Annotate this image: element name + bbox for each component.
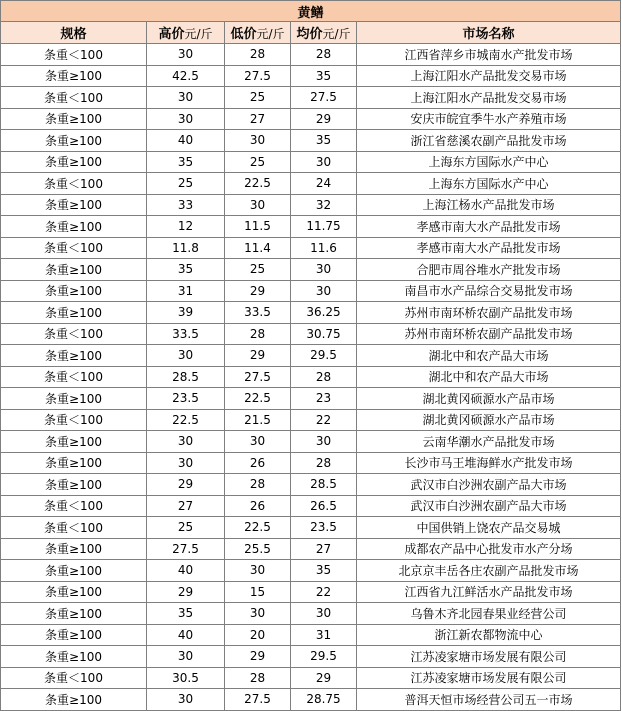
header-low-label: 低价	[230, 27, 257, 42]
cell-low-price: 15	[225, 581, 291, 603]
cell-avg-price: 30	[291, 151, 357, 173]
cell-avg-price: 23.5	[291, 517, 357, 539]
cell-low-price: 30	[225, 130, 291, 152]
table-row	[1, 603, 621, 625]
cell-market-name: 湖北中和农产品大市场	[357, 366, 621, 388]
table-row	[1, 302, 621, 324]
cell-spec: 条重＜100	[1, 517, 147, 539]
cell-market-name: 江西省九江鲜活水产品批发市场	[357, 581, 621, 603]
cell-avg-price: 28.75	[291, 689, 357, 711]
table-row	[1, 345, 621, 367]
cell-market-name: 长沙市马王堆海鲜水产批发市场	[357, 452, 621, 474]
cell-low-price: 22.5	[225, 173, 291, 195]
cell-low-price: 25.5	[225, 538, 291, 560]
header-high	[147, 22, 225, 44]
cell-spec: 条重＜100	[1, 667, 147, 689]
cell-low-price: 25	[225, 87, 291, 109]
table-row	[1, 237, 621, 259]
cell-avg-price: 32	[291, 194, 357, 216]
cell-avg-price: 29	[291, 667, 357, 689]
cell-market-name: 上海东方国际水产中心	[357, 151, 621, 173]
cell-low-price: 22.5	[225, 388, 291, 410]
cell-high-price: 30	[147, 108, 225, 130]
cell-low-price: 28	[225, 323, 291, 345]
cell-avg-price: 35	[291, 560, 357, 582]
cell-high-price: 28.5	[147, 366, 225, 388]
cell-market-name: 湖北黄冈硕源水产品市场	[357, 409, 621, 431]
cell-low-price: 29	[225, 345, 291, 367]
cell-high-price: 30	[147, 44, 225, 66]
table-row	[1, 581, 621, 603]
cell-low-price: 25	[225, 151, 291, 173]
cell-avg-price: 30	[291, 431, 357, 453]
cell-market-name: 乌鲁木齐北园春果业经营公司	[357, 603, 621, 625]
cell-spec: 条重≥100	[1, 431, 147, 453]
cell-market-name: 江苏凌家塘市场发展有限公司	[357, 667, 621, 689]
cell-avg-price: 28.5	[291, 474, 357, 496]
cell-market-name: 武汉市白沙洲农副产品大市场	[357, 474, 621, 496]
table-row	[1, 108, 621, 130]
table-row	[1, 624, 621, 646]
cell-avg-price: 11.75	[291, 216, 357, 238]
cell-high-price: 35	[147, 603, 225, 625]
table-title: 黄鳝	[1, 1, 621, 22]
cell-market-name: 中国供销上饶农产品交易城	[357, 517, 621, 539]
cell-spec: 条重＜100	[1, 323, 147, 345]
cell-spec: 条重≥100	[1, 388, 147, 410]
cell-market-name: 北京京丰岳各庄农副产品批发市场	[357, 560, 621, 582]
header-low-unit: 元/斤	[256, 27, 285, 41]
table-row	[1, 366, 621, 388]
cell-spec: 条重≥100	[1, 280, 147, 302]
cell-low-price: 22.5	[225, 517, 291, 539]
cell-high-price: 33.5	[147, 323, 225, 345]
cell-high-price: 30	[147, 646, 225, 668]
cell-low-price: 20	[225, 624, 291, 646]
cell-market-name: 成都农产品中心批发市水产分场	[357, 538, 621, 560]
cell-high-price: 40	[147, 624, 225, 646]
table-row	[1, 151, 621, 173]
table-row	[1, 474, 621, 496]
header-spec: 规格	[1, 22, 147, 44]
header-avg-label: 均价	[296, 27, 323, 42]
cell-market-name: 上海江阳水产品批发交易市场	[357, 65, 621, 87]
table-row	[1, 194, 621, 216]
cell-low-price: 11.5	[225, 216, 291, 238]
cell-spec: 条重＜100	[1, 237, 147, 259]
cell-avg-price: 30	[291, 603, 357, 625]
cell-market-name: 上海江阳水产品批发交易市场	[357, 87, 621, 109]
table-row	[1, 280, 621, 302]
cell-market-name: 浙江省慈溪农副产品批发市场	[357, 130, 621, 152]
header-market: 市场名称	[357, 22, 621, 44]
cell-low-price: 27	[225, 108, 291, 130]
cell-high-price: 30	[147, 345, 225, 367]
table-row	[1, 495, 621, 517]
header-avg	[291, 22, 357, 44]
cell-spec: 条重≥100	[1, 108, 147, 130]
cell-spec: 条重≥100	[1, 538, 147, 560]
cell-spec: 条重≥100	[1, 345, 147, 367]
table-row	[1, 173, 621, 195]
cell-market-name: 上海江杨水产品批发市场	[357, 194, 621, 216]
cell-spec: 条重≥100	[1, 130, 147, 152]
cell-high-price: 33	[147, 194, 225, 216]
cell-avg-price: 27.5	[291, 87, 357, 109]
cell-high-price: 30	[147, 452, 225, 474]
cell-market-name: 南昌市水产品综合交易批发市场	[357, 280, 621, 302]
table-row	[1, 452, 621, 474]
cell-avg-price: 36.25	[291, 302, 357, 324]
cell-high-price: 11.8	[147, 237, 225, 259]
table-header-row	[1, 22, 621, 44]
cell-avg-price: 23	[291, 388, 357, 410]
cell-high-price: 25	[147, 173, 225, 195]
table-row	[1, 44, 621, 66]
cell-low-price: 29	[225, 646, 291, 668]
cell-low-price: 11.4	[225, 237, 291, 259]
cell-high-price: 29	[147, 474, 225, 496]
cell-avg-price: 29	[291, 108, 357, 130]
cell-high-price: 27.5	[147, 538, 225, 560]
cell-spec: 条重＜100	[1, 495, 147, 517]
cell-high-price: 27	[147, 495, 225, 517]
cell-avg-price: 26.5	[291, 495, 357, 517]
cell-low-price: 21.5	[225, 409, 291, 431]
cell-spec: 条重＜100	[1, 173, 147, 195]
cell-market-name: 云南华潮水产品批发市场	[357, 431, 621, 453]
header-avg-unit: 元/斤	[322, 27, 351, 41]
cell-avg-price: 31	[291, 624, 357, 646]
cell-spec: 条重＜100	[1, 366, 147, 388]
cell-market-name: 江苏凌家塘市场发展有限公司	[357, 646, 621, 668]
cell-low-price: 27.5	[225, 689, 291, 711]
cell-market-name: 浙江新农都物流中心	[357, 624, 621, 646]
cell-high-price: 42.5	[147, 65, 225, 87]
cell-avg-price: 27	[291, 538, 357, 560]
cell-high-price: 30	[147, 689, 225, 711]
cell-avg-price: 30	[291, 280, 357, 302]
cell-spec: 条重≥100	[1, 474, 147, 496]
cell-spec: 条重≥100	[1, 65, 147, 87]
table-row	[1, 388, 621, 410]
cell-high-price: 35	[147, 259, 225, 281]
cell-avg-price: 22	[291, 581, 357, 603]
cell-low-price: 27.5	[225, 366, 291, 388]
table-row	[1, 409, 621, 431]
table-body	[1, 44, 621, 711]
table-row	[1, 216, 621, 238]
cell-high-price: 23.5	[147, 388, 225, 410]
cell-spec: 条重≥100	[1, 689, 147, 711]
table-row	[1, 65, 621, 87]
cell-high-price: 29	[147, 581, 225, 603]
table-row	[1, 646, 621, 668]
table-row	[1, 517, 621, 539]
table-row	[1, 560, 621, 582]
cell-spec: 条重＜100	[1, 87, 147, 109]
table-row	[1, 323, 621, 345]
cell-low-price: 27.5	[225, 65, 291, 87]
cell-high-price: 30.5	[147, 667, 225, 689]
cell-market-name: 苏州市南环桥农副产品批发市场	[357, 302, 621, 324]
table-row	[1, 259, 621, 281]
cell-high-price: 35	[147, 151, 225, 173]
cell-market-name: 普洱天恒市场经营公司五一市场	[357, 689, 621, 711]
cell-market-name: 湖北中和农产品大市场	[357, 345, 621, 367]
table-row	[1, 431, 621, 453]
cell-low-price: 30	[225, 560, 291, 582]
cell-market-name: 孝感市南大水产品批发市场	[357, 237, 621, 259]
cell-spec: 条重≥100	[1, 216, 147, 238]
cell-spec: 条重≥100	[1, 259, 147, 281]
cell-high-price: 30	[147, 87, 225, 109]
cell-spec: 条重＜100	[1, 44, 147, 66]
cell-low-price: 28	[225, 474, 291, 496]
cell-spec: 条重≥100	[1, 624, 147, 646]
cell-avg-price: 22	[291, 409, 357, 431]
cell-high-price: 12	[147, 216, 225, 238]
cell-avg-price: 24	[291, 173, 357, 195]
cell-spec: 条重≥100	[1, 302, 147, 324]
cell-spec: 条重≥100	[1, 646, 147, 668]
table-row	[1, 538, 621, 560]
cell-avg-price: 11.6	[291, 237, 357, 259]
cell-market-name: 孝感市南大水产品批发市场	[357, 216, 621, 238]
table-title-row	[1, 1, 621, 22]
cell-market-name: 湖北黄冈硕源水产品市场	[357, 388, 621, 410]
cell-avg-price: 35	[291, 130, 357, 152]
cell-low-price: 33.5	[225, 302, 291, 324]
cell-market-name: 苏州市南环桥农副产品批发市场	[357, 323, 621, 345]
cell-low-price: 26	[225, 452, 291, 474]
cell-market-name: 合肥市周谷堆水产批发市场	[357, 259, 621, 281]
cell-high-price: 40	[147, 560, 225, 582]
cell-low-price: 28	[225, 667, 291, 689]
cell-spec: 条重≥100	[1, 581, 147, 603]
cell-avg-price: 29.5	[291, 646, 357, 668]
cell-avg-price: 28	[291, 452, 357, 474]
cell-market-name: 江西省萍乡市城南水产批发市场	[357, 44, 621, 66]
cell-avg-price: 28	[291, 366, 357, 388]
cell-market-name: 安庆市皖宜季牛水产养殖市场	[357, 108, 621, 130]
cell-low-price: 30	[225, 431, 291, 453]
cell-low-price: 30	[225, 603, 291, 625]
cell-low-price: 29	[225, 280, 291, 302]
cell-avg-price: 30	[291, 259, 357, 281]
cell-spec: 条重≥100	[1, 603, 147, 625]
cell-high-price: 30	[147, 431, 225, 453]
table-row	[1, 130, 621, 152]
cell-spec: 条重＜100	[1, 409, 147, 431]
cell-spec: 条重≥100	[1, 194, 147, 216]
header-high-label: 高价	[158, 27, 185, 42]
cell-low-price: 28	[225, 44, 291, 66]
cell-market-name: 上海东方国际水产中心	[357, 173, 621, 195]
cell-high-price: 22.5	[147, 409, 225, 431]
cell-spec: 条重≥100	[1, 452, 147, 474]
cell-high-price: 39	[147, 302, 225, 324]
cell-high-price: 25	[147, 517, 225, 539]
cell-avg-price: 30.75	[291, 323, 357, 345]
cell-high-price: 40	[147, 130, 225, 152]
cell-low-price: 26	[225, 495, 291, 517]
table-row	[1, 87, 621, 109]
cell-low-price: 25	[225, 259, 291, 281]
cell-avg-price: 29.5	[291, 345, 357, 367]
cell-spec: 条重≥100	[1, 560, 147, 582]
cell-avg-price: 28	[291, 44, 357, 66]
cell-spec: 条重≥100	[1, 151, 147, 173]
cell-high-price: 31	[147, 280, 225, 302]
cell-low-price: 30	[225, 194, 291, 216]
header-low	[225, 22, 291, 44]
cell-market-name: 武汉市白沙洲农副产品大市场	[357, 495, 621, 517]
table-row	[1, 667, 621, 689]
header-high-unit: 元/斤	[184, 27, 213, 41]
cell-avg-price: 35	[291, 65, 357, 87]
table-row	[1, 689, 621, 711]
